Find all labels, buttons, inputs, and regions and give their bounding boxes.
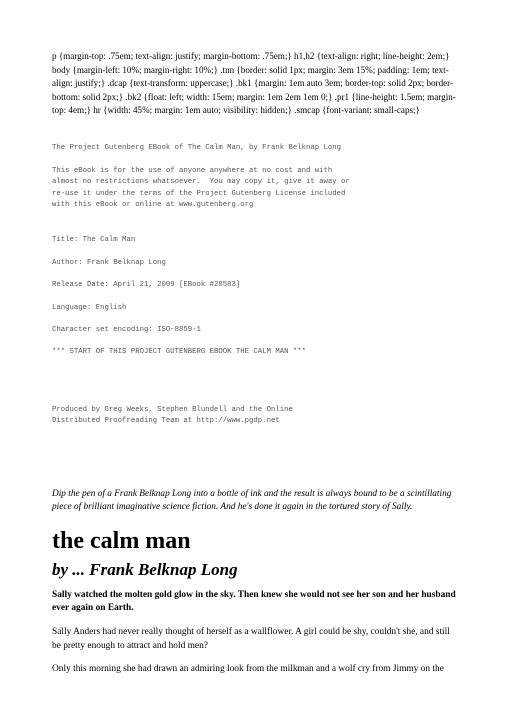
title-line: Title: The Calm Man [52, 236, 136, 245]
credits-block [52, 405, 460, 428]
story-byline: by ... Frank Belknap Long [52, 559, 238, 579]
story-lead-paragraph: Sally watched the molten gold glow in the sky. Then knew she would not see her son and her husband ever again on Earth. [52, 589, 456, 614]
license-block [52, 166, 460, 212]
story-title: the calm man [52, 527, 191, 554]
start-marker-line: *** START OF THIS PROJECT GUTENBERG EBOOK THE CALM MAN *** [52, 348, 306, 357]
author-line: Author: Frank Belknap Long [52, 258, 166, 267]
credits-line: Distributed Proofreading Team at http://www.pgdp.net [52, 417, 280, 426]
license-line: This eBook is for the use of anyone anywhere at no cost and with [52, 166, 333, 175]
license-line: almost no restrictions whatsoever. You may copy it, give it away or [52, 178, 350, 187]
release-date-line: Release Date: April 21, 2009 [EBook #28583] [52, 281, 241, 290]
ebook-page [52, 50, 460, 677]
stylesheet-text: p {margin-top: .75em; text-align: justify; margin-bottom: .75em;} h1,h2 {text-align: right; line-height: 2em;} body {margin-left: 10%; margin-right: 10%;} .tnn {border: solid 1px; margin: 3em 15%; padding: 1em; text-align: justify;} .dcap {text-transform: uppercase;} .bk1 {margin: 1em auto 3em; border-top: solid 2px; border-bottom: solid 2px;} .bk2 {float: left; width: 15em; margin: 1em 2em 1em 0;} .pr1 {line-height: 1.5em; margin-top: 4em;} hr {width: 45%; margin: 1em auto; visibility: hidden;} .smcap {font-variant: small-caps;} [52, 51, 456, 116]
story-paragraph: Sally Anders had never really thought of herself as a wallflower. A girl could be shy, couldn't she, and still be pretty enough to attract and hold men? [52, 627, 450, 651]
license-line: with this eBook or online at www.gutenberg.org [52, 200, 254, 209]
story-paragraph: Only this morning she had drawn an admiring look from the milkman and a wolf cry from Jimmy on the [52, 664, 444, 675]
encoding-line: Character set encoding: ISO-8859-1 [52, 326, 201, 335]
credits-line: Produced by Greg Weeks, Stephen Blundell and the Online [52, 405, 293, 414]
ebook-header-line: The Project Gutenberg EBook of The Calm Man, by Frank Belknap Long [52, 143, 342, 152]
story-intro: Dip the pen of a Frank Belknap Long into a bottle of ink and the result is always bound to be a scintillating piece of brilliant imaginative science fiction. And he's done it again in the tortured story of Sally. [52, 488, 452, 513]
license-line: re-use it under the terms of the Project Gutenberg License included [52, 189, 346, 198]
language-line: Language: English [52, 303, 127, 312]
